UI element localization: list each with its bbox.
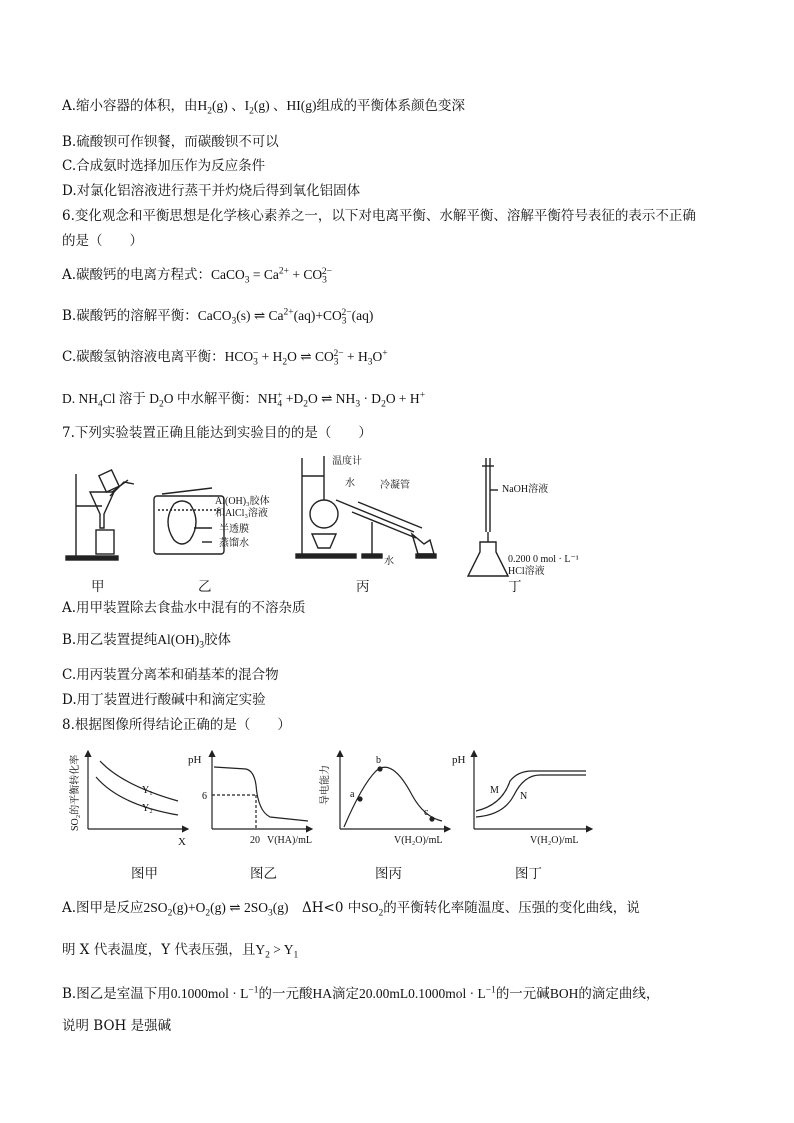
label-colloid-1: Al(OH)₃胶体 <box>215 496 270 507</box>
q7-apparatus-figure <box>62 452 582 592</box>
apparatus-yi <box>154 488 270 554</box>
caption-ding: 丁 <box>508 579 522 595</box>
q7-option-a: A.用甲装置除去食盐水中混有的不溶杂质 <box>62 600 306 616</box>
q5-option-a: A.缩小容器的体积，由$H_2(g)$ 、$I_2(g)$ 、HI(g)组成的平衡体系颜色变深 <box>62 98 466 117</box>
label-hcl-conc: 0.200 0 mol · L⁻¹ <box>508 554 579 565</box>
caption-yi: 乙 <box>198 579 212 595</box>
caption-graph-bing: 图丙 <box>375 866 402 882</box>
q5-option-c: C.合成氨时选择加压作为反应条件 <box>62 158 266 174</box>
label-water-out: 水 <box>384 556 394 567</box>
graph-jia-y1: Y₁ <box>142 785 153 796</box>
q8-stem: 8.根据图像所得结论正确的是（ ） <box>62 717 291 733</box>
q8-option-b-line2: 说明 BOH 是强碱 <box>62 1018 172 1034</box>
label-hcl: HCl溶液 <box>508 566 545 577</box>
graph-yi-tick-x: 20 <box>250 835 260 846</box>
q8-option-a-line1: A.图甲是反应$2SO_2(g)+O_2(g)$ ⇌ $2SO_3(g)$ ΔH<0 中$SO_2$的平衡转化率随温度、压强的变化曲线，说 <box>62 900 640 919</box>
label-condenser: 冷凝管 <box>380 480 410 491</box>
q8-graphs-figure <box>62 745 602 855</box>
graph-ding-m: M <box>490 785 499 796</box>
q8-option-b-line1: B.图乙是室温下用$0.1000mol \cdot L^{-1}$的一元酸HA滴定$20.00mL0.1000mol \cdot L^{-1}$的一元碱BOH的滴定曲线， <box>62 985 660 1002</box>
graph-jia-ylabel: SO₂的平衡转化率 <box>70 754 81 831</box>
graph-bing-ylabel: 导电能力 <box>320 765 331 805</box>
q7-option-d: D.用丁装置进行酸碱中和滴定实验 <box>62 692 266 708</box>
q6-option-d: D. $NH_4Cl$ 溶于 $D_2O$ 中水解平衡：$NH_4^+ +D_2O$ ⇌ $NH_3 \cdot D_2O + H^+$ <box>62 390 426 410</box>
q6-option-c: C.碳酸氢钠溶液电离平衡：$HCO_3^- + H_2O$ ⇌ $CO_3^{2-} + H_3O^+$ <box>62 348 388 368</box>
apparatus-ding <box>468 458 579 577</box>
graph-ding-ylabel: pH <box>452 754 466 766</box>
graph-yi-tick-y: 6 <box>202 791 207 802</box>
graph-jia <box>68 751 188 848</box>
graph-ding-xlabel: V(H₂O)/mL <box>530 835 579 846</box>
caption-graph-jia: 图甲 <box>131 866 158 882</box>
q7-stem: 7.下列实验装置正确且能达到实验目的的是（ ） <box>62 425 372 441</box>
apparatus-bing <box>296 454 436 567</box>
apparatus-jia <box>66 470 134 560</box>
graph-bing-b: b <box>376 755 381 766</box>
graph-jia-xlabel: X <box>178 836 186 848</box>
q7-option-c: C.用丙装置分离苯和硝基苯的混合物 <box>62 667 279 683</box>
graph-yi <box>188 751 312 846</box>
q7-option-b: B.用乙装置提纯$Al(OH)_3$胶体 <box>62 632 231 651</box>
q5-option-b: B.硫酸钡可作钡餐，而碳酸钡不可以 <box>62 134 279 150</box>
graph-bing-c: c <box>424 807 429 818</box>
q6-option-a: A.碳酸钙的电离方程式：CaCO$_3$ = $Ca^{2+} + CO_3^{2-}$ <box>62 266 333 286</box>
q6-stem-line2: 的是（ ） <box>62 233 143 249</box>
graph-jia-y2: Y₂ <box>142 803 153 814</box>
q8-option-a-line2: 明 X 代表温度，Y 代表压强，且$Y_2 > Y_1$ <box>62 942 299 961</box>
graph-bing <box>318 751 450 846</box>
label-thermometer: 温度计 <box>332 456 362 467</box>
caption-bing: 丙 <box>356 579 370 595</box>
label-naoh: NaOH溶液 <box>502 484 549 495</box>
caption-jia: 甲 <box>91 579 105 595</box>
graph-bing-xlabel: V(H₂O)/mL <box>394 835 443 846</box>
caption-graph-ding: 图丁 <box>515 866 542 882</box>
graph-ding-n: N <box>520 791 528 802</box>
graph-ding <box>452 751 592 846</box>
q6-stem-line1: 6.变化观念和平衡思想是化学核心素养之一，以下对电离平衡、水解平衡、溶解平衡符号表征的表示不正确 <box>62 208 696 224</box>
graph-bing-a: a <box>350 789 355 800</box>
caption-graph-yi: 图乙 <box>250 866 277 882</box>
label-colloid-2: 和AlCl₃溶液 <box>215 508 268 519</box>
label-distilled-water: 蒸馏水 <box>219 538 249 549</box>
q6-option-b: B.碳酸钙的溶解平衡：CaCO$_3$(s) ⇌ $Ca^{2+}(aq)+CO_3^{2-}(aq)$ <box>62 307 374 327</box>
graph-yi-xlabel: V(HA)/mL <box>267 835 312 846</box>
label-water-in: 水 <box>345 478 355 489</box>
q5-option-d: D.对氯化铝溶液进行蒸干并灼烧后得到氧化铝固体 <box>62 183 361 199</box>
graph-yi-ylabel: pH <box>188 754 202 766</box>
label-membrane: 半透膜 <box>219 524 249 535</box>
